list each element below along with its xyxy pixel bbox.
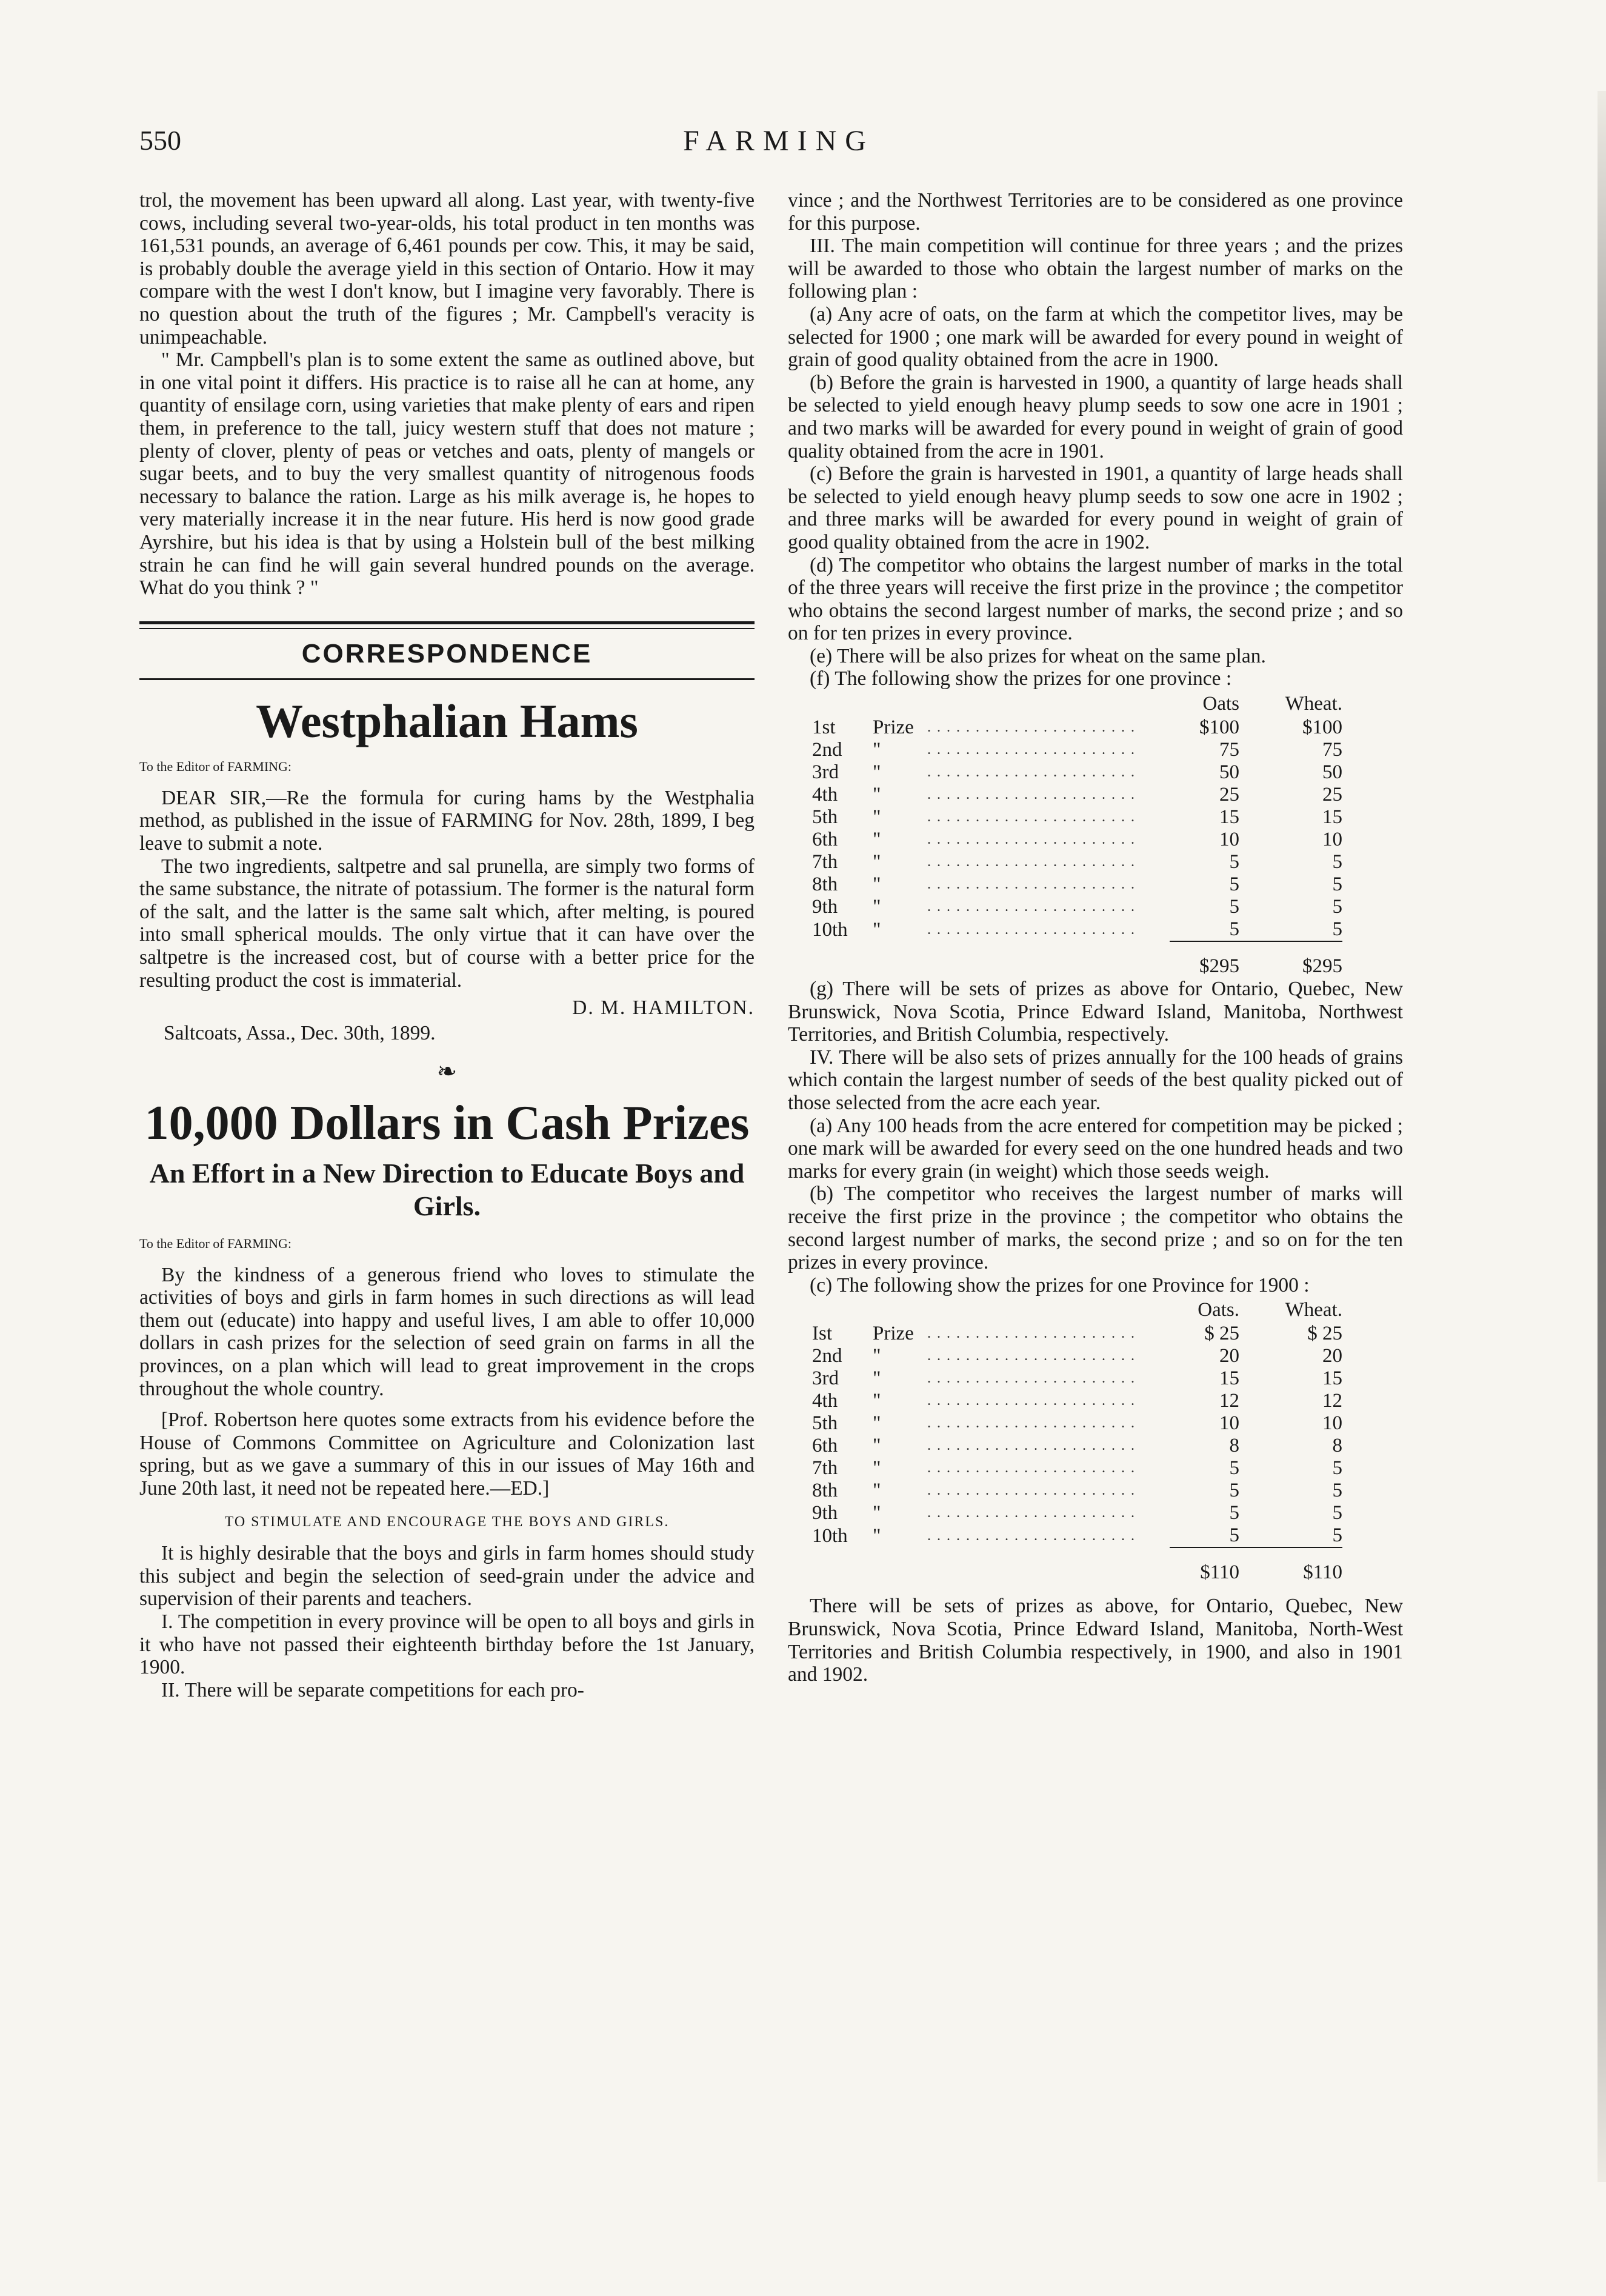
table-row: [812, 1524, 1342, 1547]
prize-oats: 15: [1219, 806, 1239, 829]
table-row: [812, 739, 1342, 761]
table-row: [812, 1390, 1342, 1412]
header-spacer: [873, 1299, 927, 1323]
ornament-icon: ❧: [436, 1058, 458, 1086]
leader-dots: . . . . . . . . . . . . . . . . . . . . . .: [927, 1483, 1136, 1499]
column-header-wheat: Wheat.: [1285, 693, 1342, 715]
prize-oats: 75: [1219, 739, 1239, 761]
prize-wheat: 10: [1322, 1412, 1342, 1435]
table-row: [812, 1435, 1342, 1457]
leader-dots: . . . . . . . . . . . . . . . . . . . . . .: [927, 1438, 1136, 1454]
section-heading: CORRESPONDENCE: [301, 638, 593, 669]
header-spacer: [812, 693, 873, 716]
prize-label: ": [873, 851, 881, 873]
prize-label: ": [873, 918, 881, 941]
leader-dots: . . . . . . . . . . . . . . . . . . . . . .: [927, 1527, 1136, 1544]
page-edge-shadow: [1598, 91, 1606, 2182]
table-row: [812, 896, 1342, 918]
table-row: [812, 873, 1342, 896]
prize-rank: 7th: [812, 1457, 838, 1480]
total-spacer: [927, 941, 1170, 978]
prize-label: ": [873, 1480, 881, 1502]
prize-oats: 15: [1219, 1367, 1239, 1390]
table-header-row: [812, 1299, 1342, 1323]
prize-oats: 5: [1229, 1457, 1239, 1480]
leader-dots: . . . . . . . . . . . . . . . . . . . . . .: [927, 1460, 1136, 1477]
table-row: [812, 716, 1342, 739]
prize-rank: 8th: [812, 1480, 838, 1502]
prize-label: ": [873, 1524, 881, 1547]
prize-wheat: $100: [1302, 716, 1342, 739]
prize-rank: 1st: [812, 716, 836, 739]
prize-rank: 8th: [812, 873, 838, 896]
total-oats: $110: [1170, 1547, 1239, 1584]
letter-paragraph: The two ingredients, saltpetre and sal prunella, are simply two forms of the same substance, the nitrate of potassium. The former is the natural form of the salt, and the latter is the same salt which, after melting, is poured into small spherical moulds. The only virtue that it can have over the saltpetre is the increased cost, but of course with a better price for the resulting product the cost is immaterial.: [139, 855, 755, 992]
left-column: [139, 189, 755, 1701]
editor-note: [Prof. Robertson here quotes some extracts from his evidence before the House of Commons Committee on Agriculture and Colonization last spring, but as we gave a summary of this in our issues of May 16th and June 20th last, it need not be repeated here.—ED.]: [139, 1409, 755, 1500]
prize-oats: 5: [1229, 851, 1239, 873]
article-paragraph: I. The competition in every province will be open to all boys and girls in it who have not passed their eighteenth birthday before the 1st January, 1900.: [139, 1610, 755, 1679]
prize-rank: 5th: [812, 806, 838, 829]
leader-dots: . . . . . . . . . . . . . . . . . . . . . .: [927, 1326, 1136, 1342]
column-header-oats: Oats.: [1198, 1299, 1239, 1321]
article-paragraph: III. The main competition will continue for three years ; and the prizes will be awarded to those who obtain the largest number of marks on the following plan :: [788, 235, 1403, 303]
total-wheat: $110: [1239, 1547, 1342, 1584]
prize-label: ": [873, 1345, 881, 1367]
prize-label: ": [873, 1390, 881, 1412]
prize-label: ": [873, 784, 881, 806]
prize-oats: 10: [1219, 1412, 1239, 1435]
right-column: [788, 189, 1403, 1686]
prize-wheat: 15: [1322, 806, 1342, 829]
prize-oats: 8: [1229, 1435, 1239, 1457]
continuation-paragraph: " Mr. Campbell's plan is to some extent the same as outlined above, but in one vital point it differs. His practice is to raise all he can at home, any quantity of ensilage corn, using varieties that make plenty of ears and ripen them, in preference to the tall, juicy western stuff that does not mature ; plenty of clover, plenty of peas or vetches and oats, plenty of mangels or sugar beets, and to buy the very smallest quantity of nitrogenous foods necessary to balance the ration. Large as his milk average is, he hopes to very materially increase it in the near future. His herd is now good grade Ayrshire, but his idea is that by using a Holstein bull of the best milking strain he can find he will gain several hundred pounds on the average. What do you think ? ": [139, 349, 755, 599]
article-paragraph: (d) The competitor who obtains the largest number of marks in the total of the three years will receive the first prize in the province ; the competitor who obtains the second largest number of marks, the second prize ; and so on for ten prizes in every province.: [788, 553, 1403, 645]
article-paragraph: (c) Before the grain is harvested in 1901, a quantity of large heads shall be selected to yield enough heavy plump seeds to sow one acre in 1902 ; and three marks will be awarded for every pound in weight of grain of good quality obtained from the acre in 1902.: [788, 462, 1403, 553]
leader-dots: . . . . . . . . . . . . . . . . . . . . . .: [927, 1415, 1136, 1432]
prize-rank: 10th: [812, 918, 848, 941]
article-paragraph: (e) There will be also prizes for wheat on the same plan.: [810, 644, 1266, 667]
prize-wheat: 25: [1322, 784, 1342, 806]
total-spacer: [873, 941, 927, 978]
prize-rank: 3rd: [812, 761, 839, 784]
prize-wheat: 50: [1322, 761, 1342, 784]
column-header-wheat: Wheat.: [1285, 1299, 1342, 1321]
article-paragraph: IV. There will be also sets of prizes annually for the 100 heads of grains which contain the largest number of seeds of the best quality picked out of those selected from the acre each year.: [788, 1046, 1403, 1115]
table-total-row: [812, 941, 1342, 978]
prize-oats: 5: [1229, 1524, 1239, 1547]
letter-paragraph: DEAR SIR,—Re the formula for curing hams by the Westphalia method, as published in the issue of FARMING for Nov. 28th, 1899, I beg leave to submit a note.: [139, 786, 755, 855]
prize-table-2: [812, 1299, 1342, 1584]
prize-wheat: 75: [1322, 739, 1342, 761]
header-spacer: [927, 1299, 1170, 1323]
prize-oats: $100: [1199, 716, 1239, 739]
article-subtitle: An Effort in a New Direction to Educate Boys and Girls.: [149, 1158, 745, 1221]
leader-dots: . . . . . . . . . . . . . . . . . . . . . .: [927, 876, 1136, 893]
article-paragraph: vince ; and the Northwest Territories are to be considered as one province for this purpose.: [788, 189, 1403, 235]
prize-rank: 2nd: [812, 739, 842, 761]
header-spacer: [812, 1299, 873, 1323]
prize-wheat: 12: [1322, 1390, 1342, 1412]
table-row: [812, 1367, 1342, 1390]
article-paragraph: (a) Any 100 heads from the acre entered for competition may be picked ; one mark will be awarded for every seed on the one hundred heads and two marks for every grain (in weight) which those seeds weigh.: [788, 1114, 1403, 1183]
prize-label: Prize: [873, 1323, 914, 1345]
prize-rank: 10th: [812, 1524, 848, 1547]
leader-dots: . . . . . . . . . . . . . . . . . . . . . .: [927, 719, 1136, 736]
prize-wheat: 5: [1332, 873, 1342, 896]
prize-label: ": [873, 1412, 881, 1435]
page-number: 550: [139, 125, 181, 156]
prize-wheat: 20: [1322, 1345, 1342, 1367]
total-spacer: [812, 941, 873, 978]
article-paragraph: II. There will be separate competitions for each pro-: [161, 1678, 584, 1701]
table-row: [812, 1345, 1342, 1367]
prize-wheat: 15: [1322, 1367, 1342, 1390]
article-title: 10,000 Dollars in Cash Prizes: [144, 1096, 750, 1150]
leader-dots: . . . . . . . . . . . . . . . . . . . . . .: [927, 809, 1136, 826]
prize-oats: 5: [1229, 896, 1239, 918]
prize-oats: $ 25: [1204, 1323, 1239, 1345]
prize-table-1: [812, 693, 1342, 978]
prize-label: ": [873, 1435, 881, 1457]
prize-rank: 9th: [812, 1502, 838, 1524]
leader-dots: . . . . . . . . . . . . . . . . . . . . . .: [927, 854, 1136, 870]
article-title: Westphalian Hams: [256, 695, 638, 748]
prize-label: ": [873, 761, 881, 784]
to-editor-line: To the Editor of FARMING:: [139, 1236, 292, 1251]
header-spacer: [927, 693, 1170, 716]
total-wheat: $295: [1239, 941, 1342, 978]
table-row: [812, 1412, 1342, 1435]
table-row: [812, 851, 1342, 873]
prize-wheat: 5: [1332, 1502, 1342, 1524]
section-rule: [139, 621, 755, 624]
prize-rank: 5th: [812, 1412, 838, 1435]
prize-label: Prize: [873, 716, 914, 739]
article-paragraph: (b) The competitor who receives the largest number of marks will receive the first prize in the province ; the competitor who obtains the second largest number of marks, the second prize ; and so on for the ten prizes in every province.: [788, 1183, 1403, 1274]
prize-rank: 6th: [812, 829, 838, 851]
leader-dots: . . . . . . . . . . . . . . . . . . . . . .: [927, 899, 1136, 915]
prize-rank: Ist: [812, 1323, 832, 1345]
article-paragraph: (f) The following show the prizes for one province :: [810, 667, 1232, 690]
letter-signature: D. M. HAMILTON.: [572, 996, 755, 1020]
prize-wheat: 5: [1332, 1457, 1342, 1480]
article-subhead: TO STIMULATE AND ENCOURAGE THE BOYS AND GIRLS.: [224, 1513, 670, 1530]
prize-label: ": [873, 1457, 881, 1480]
prize-rank: 3rd: [812, 1367, 839, 1390]
prize-oats: 20: [1219, 1345, 1239, 1367]
prize-rank: 7th: [812, 851, 838, 873]
section-rule-thin: [139, 628, 755, 629]
table-total-row: [812, 1547, 1342, 1584]
prize-rank: 6th: [812, 1435, 838, 1457]
prize-rank: 2nd: [812, 1345, 842, 1367]
leader-dots: . . . . . . . . . . . . . . . . . . . . . .: [927, 921, 1136, 938]
header-spacer: [873, 693, 927, 716]
prize-rank: 4th: [812, 1390, 838, 1412]
prize-label: ": [873, 873, 881, 896]
column-header-oats: Oats: [1202, 693, 1239, 715]
table-row: [812, 918, 1342, 941]
article-paragraph: (a) Any acre of oats, on the farm at which the competitor lives, may be selected for 1900 ; one mark will be awarded for every pound in weight of grain of good quality obtained from the acre in 1900.: [788, 302, 1403, 372]
prize-wheat: 5: [1332, 1524, 1342, 1547]
table-row: [812, 1502, 1342, 1524]
prize-wheat: 10: [1322, 829, 1342, 851]
leader-dots: . . . . . . . . . . . . . . . . . . . . . .: [927, 1505, 1136, 1521]
total-spacer: [873, 1547, 927, 1584]
article-paragraph: (g) There will be sets of prizes as above for Ontario, Quebec, New Brunswick, Nova Scotia, Prince Edward Island, Manitoba, Northwest Territories, and British Columbia, respectively.: [788, 978, 1403, 1046]
to-editor-line: To the Editor of FARMING:: [139, 759, 292, 775]
prize-wheat: 5: [1332, 918, 1342, 941]
prize-wheat: 5: [1332, 896, 1342, 918]
prize-oats: 5: [1229, 873, 1239, 896]
running-head: [139, 124, 1418, 161]
continuation-paragraph: trol, the movement has been upward all along. Last year, with twenty-five cows, including several two-year-olds, his total product in ten months was 161,531 pounds, an average of 6,461 pounds per cow. This, it may be said, is probably double the average yield in this section of Ontario. How it may compare with the west I don't know, but I imagine very favorably. There is no question about the truth of the figures ; Mr. Campbell's veracity is unimpeachable.: [139, 189, 755, 349]
article-paragraph: By the kindness of a generous friend who loves to stimulate the activities of boys and girls in farm homes in such directions as will lead them out (educate) into happy and useful lives, I am able to offer 10,000 dollars in cash prizes for the selection of seed grain on farms in all the provinces, on a plan which will lead to great improvement in the crops throughout the whole country.: [139, 1263, 755, 1400]
prize-label: ": [873, 1367, 881, 1390]
letter-dateline: Saltcoats, Assa., Dec. 30th, 1899.: [164, 1021, 436, 1044]
leader-dots: . . . . . . . . . . . . . . . . . . . . . .: [927, 1393, 1136, 1409]
prize-oats: 5: [1229, 1502, 1239, 1524]
table-row: [812, 806, 1342, 829]
article-paragraph: (c) The following show the prizes for one Province for 1900 :: [810, 1273, 1310, 1297]
leader-dots: . . . . . . . . . . . . . . . . . . . . . .: [927, 1348, 1136, 1364]
table-row: [812, 1323, 1342, 1345]
closing-paragraph: There will be sets of prizes as above, for Ontario, Quebec, New Brunswick, Nova Scotia, Prince Edward Island, Manitoba, North-West Territories and British Columbia respectively, in 1900, and also in 1901 and 1902.: [788, 1595, 1403, 1686]
table-row: [812, 829, 1342, 851]
prize-oats: 10: [1219, 829, 1239, 851]
leader-dots: . . . . . . . . . . . . . . . . . . . . . .: [927, 764, 1136, 781]
table-row: [812, 784, 1342, 806]
prize-oats: 50: [1219, 761, 1239, 784]
total-oats: $295: [1170, 941, 1239, 978]
prize-oats: 5: [1229, 918, 1239, 941]
prize-oats: 12: [1219, 1390, 1239, 1412]
leader-dots: . . . . . . . . . . . . . . . . . . . . . .: [927, 742, 1136, 758]
table-row: [812, 1480, 1342, 1502]
journal-title: FARMING: [683, 125, 875, 157]
leader-dots: . . . . . . . . . . . . . . . . . . . . . .: [927, 832, 1136, 848]
prize-wheat: 5: [1332, 1480, 1342, 1502]
prize-wheat: 5: [1332, 851, 1342, 873]
prize-label: ": [873, 896, 881, 918]
article-paragraph: (b) Before the grain is harvested in 1900, a quantity of large heads shall be selected to yield enough heavy plump seeds to sow one acre in 1901 ; and two marks will be awarded for every pound in weight of grain of good quality obtained from the acre in 1901.: [788, 371, 1403, 462]
prize-label: ": [873, 829, 881, 851]
leader-dots: . . . . . . . . . . . . . . . . . . . . . .: [927, 1370, 1136, 1387]
prize-rank: 9th: [812, 896, 838, 918]
table-row: [812, 761, 1342, 784]
total-spacer: [812, 1547, 873, 1584]
prize-label: ": [873, 806, 881, 829]
prize-oats: 25: [1219, 784, 1239, 806]
article-paragraph: It is highly desirable that the boys and girls in farm homes should study this subject and begin the selection of seed-grain under the advice and supervision of their parents and teachers.: [139, 1542, 755, 1610]
prize-oats: 5: [1229, 1480, 1239, 1502]
prize-rank: 4th: [812, 784, 838, 806]
prize-wheat: 8: [1332, 1435, 1342, 1457]
prize-label: ": [873, 739, 881, 761]
section-heading-rule: [139, 678, 755, 680]
prize-wheat: $ 25: [1307, 1323, 1342, 1345]
prize-label: ": [873, 1502, 881, 1524]
leader-dots: . . . . . . . . . . . . . . . . . . . . . .: [927, 787, 1136, 803]
table-row: [812, 1457, 1342, 1480]
table-header-row: [812, 693, 1342, 716]
total-spacer: [927, 1547, 1170, 1584]
